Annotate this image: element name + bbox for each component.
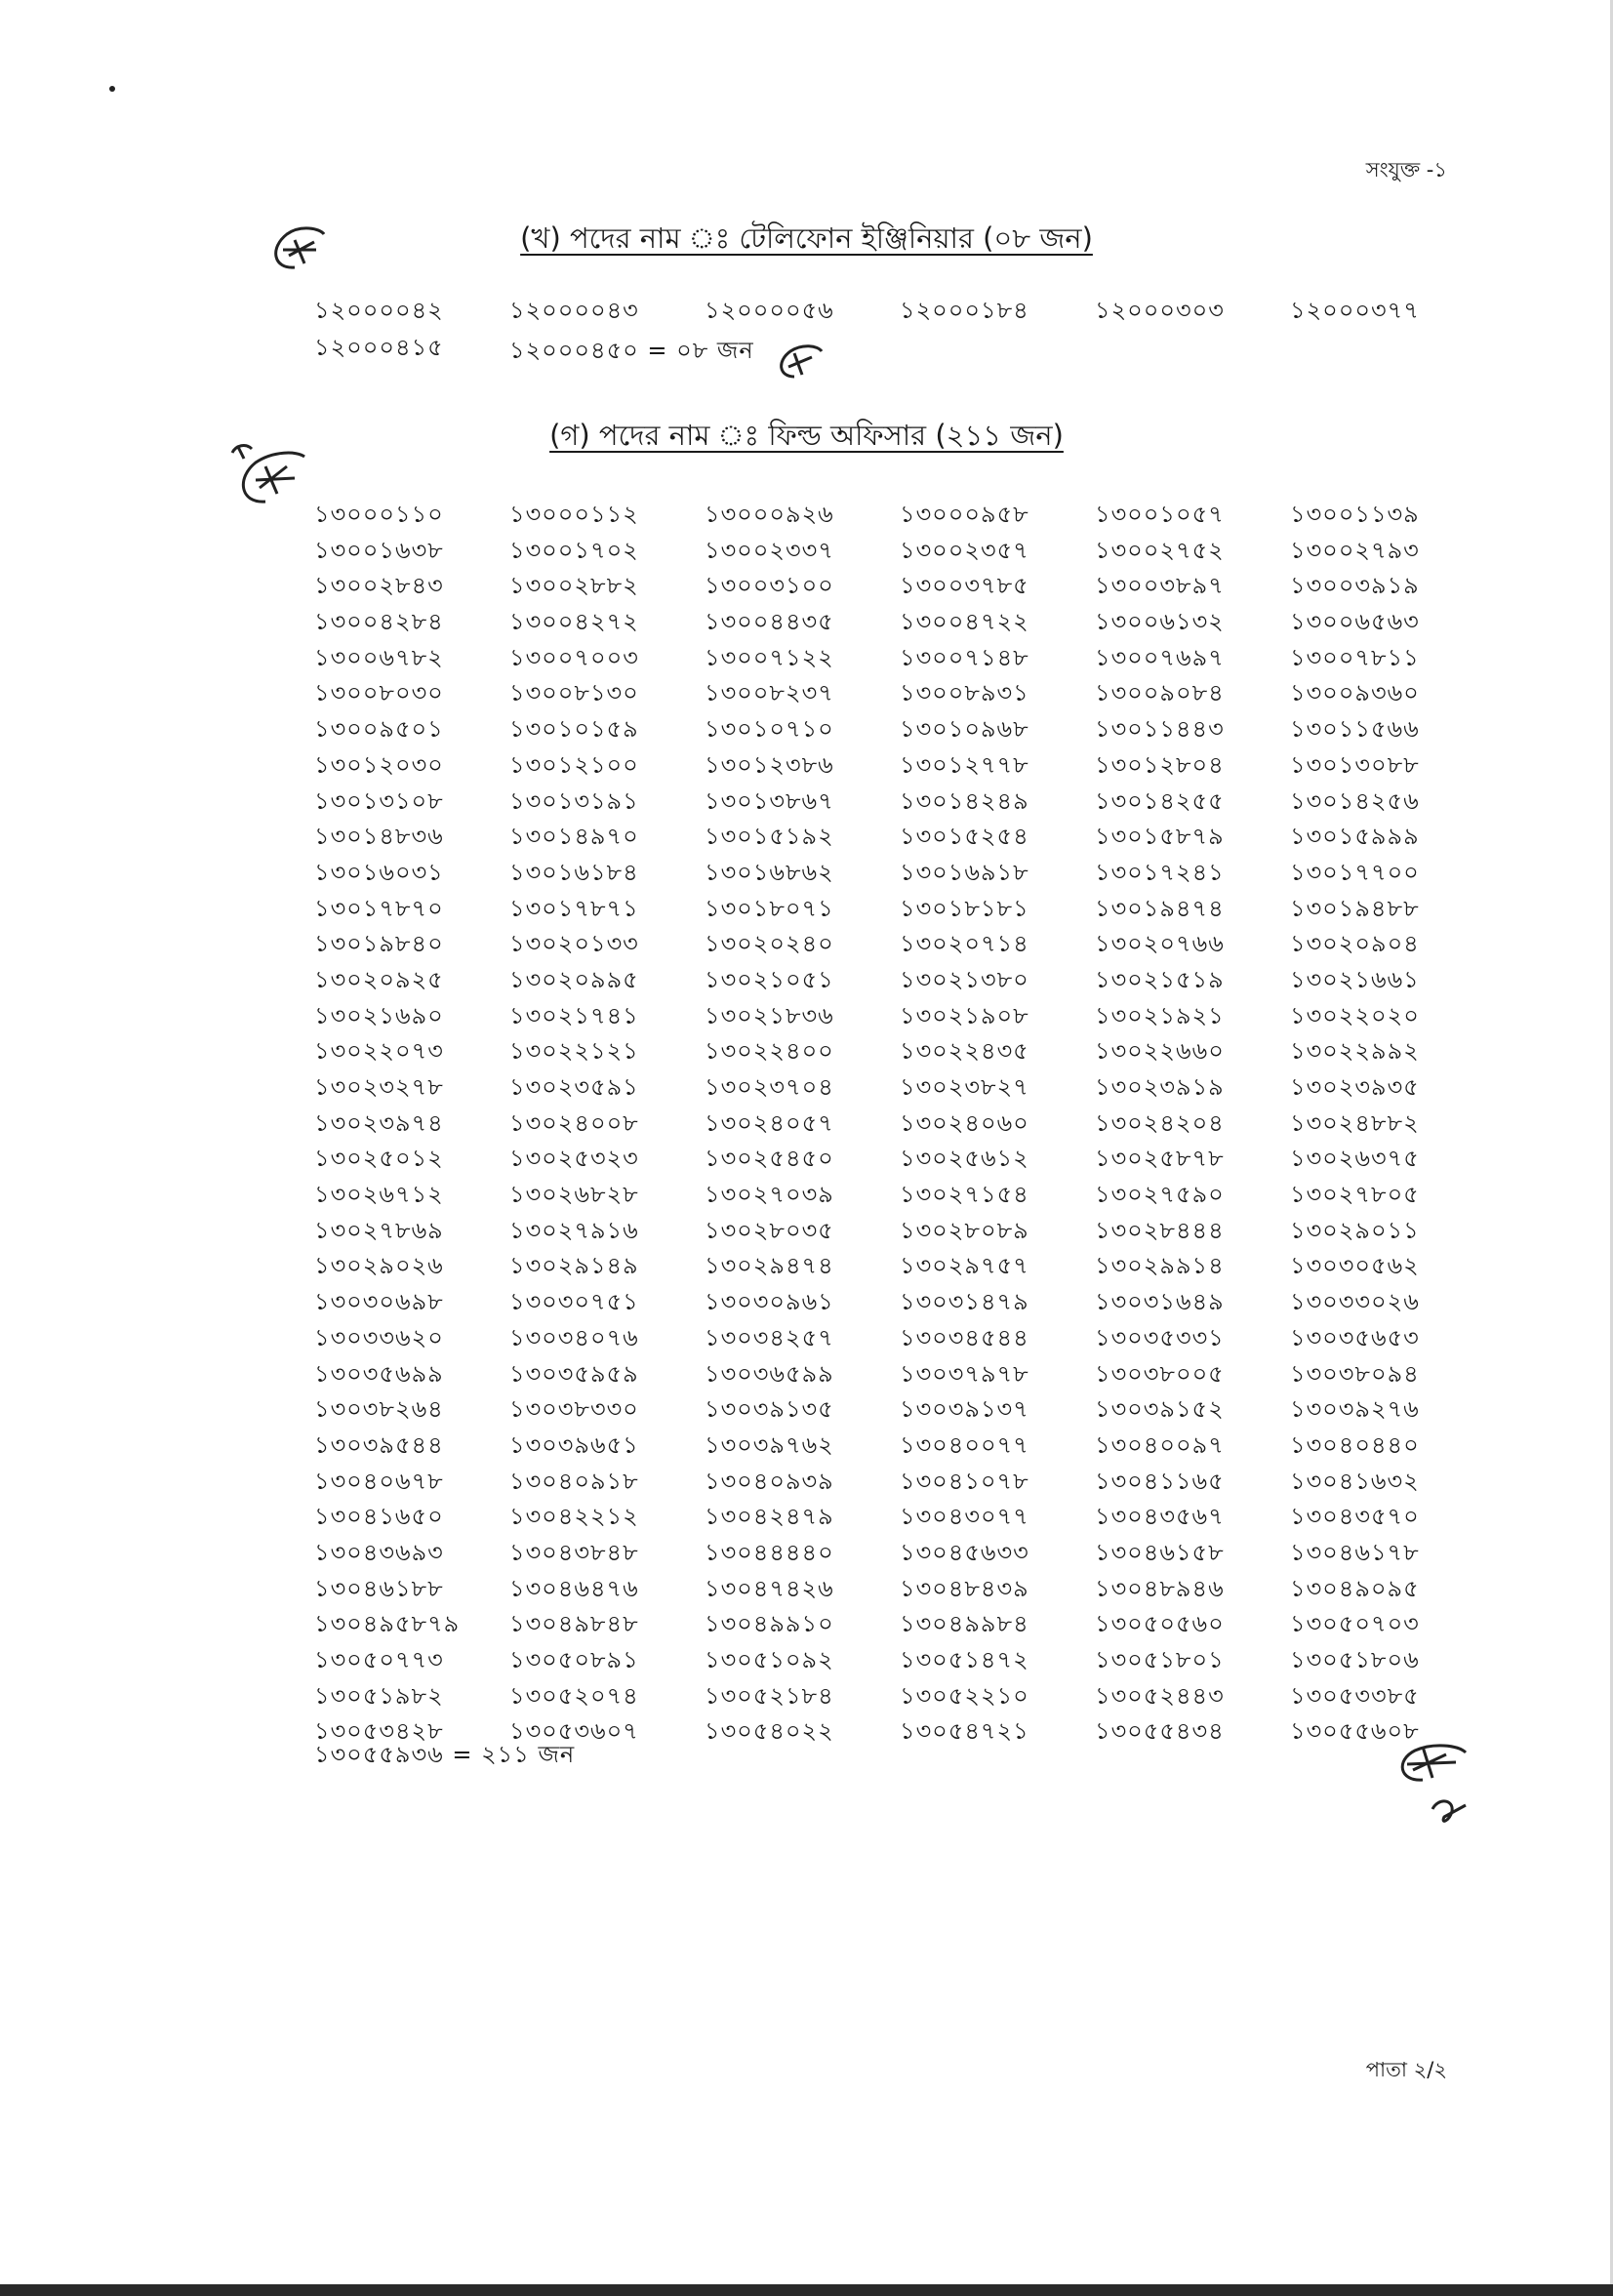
roll-number: ১৩০১৭২৪১ — [1095, 858, 1225, 886]
roll-number: ১৩০২০৭১৪ — [900, 930, 1029, 958]
roll-number: ১৩০০৯০৮৪ — [1095, 679, 1225, 707]
roll-number: ১৩০২৮০৩৫ — [705, 1216, 834, 1244]
roll-number: ১৩০৫০৭৭৩ — [314, 1646, 444, 1673]
roll-number: ১৩০৩৮০৯৪ — [1290, 1359, 1420, 1388]
roll-number: ১৩০৪১৬৫০ — [314, 1503, 444, 1531]
roll-number: ১৩০৩৬৫৯৯ — [705, 1359, 834, 1388]
roll-number: ১৩০২৩৯৭৪ — [314, 1108, 444, 1137]
roll-number: ১৩০২৪০৬০ — [900, 1108, 1029, 1137]
roll-number: ১৩০৪২৪৭৯ — [705, 1503, 834, 1531]
roll-number: ১৩০৪০৯১৮ — [509, 1467, 639, 1495]
roll-number: ১৩০২৪২০৪ — [1095, 1108, 1225, 1137]
roll-number: ১৩০১৮০৭১ — [705, 894, 834, 922]
roll-number: ১৩০২৭৫৯০ — [1095, 1181, 1225, 1209]
roll-number: ১৩০৫১৮০১ — [1095, 1646, 1225, 1673]
roll-number: ১৩০৪৩৫৬৭ — [1095, 1503, 1225, 1531]
roll-number: ১৩০৩৩০২৬ — [1290, 1288, 1420, 1316]
roll-number: ১৩০১৭৮৭১ — [509, 894, 639, 922]
roll-number: ১৩০৩৯৭৬২ — [705, 1430, 834, 1459]
roll-number: ১৩০১৫৮৭৯ — [1095, 823, 1225, 851]
roll-number: ১৩০৩৪২৫৭ — [705, 1323, 834, 1351]
roll-number: ১৩০১৯৪৭৪ — [1095, 894, 1225, 922]
roll-number: ১৩০৪৬১৭৮ — [1290, 1538, 1420, 1566]
roll-number: ১৩০৪৭৪২৬ — [705, 1574, 834, 1602]
roll-number: ১৩০৫২৪৪৩ — [1095, 1681, 1225, 1710]
roll-number: ১৩০৫৩৪২৮ — [314, 1717, 444, 1746]
roll-number: ১৩০৩৫৬৫৩ — [1290, 1323, 1420, 1351]
roll-number: ১৩০২১৮৩৬ — [705, 1001, 834, 1029]
roll-number: ১৩০৪৯৮৪৮ — [509, 1610, 639, 1638]
roll-number: ১৩০৫০৭০৩ — [1290, 1610, 1420, 1638]
roll-number: ১৩০৪৩৬৯৩ — [314, 1538, 444, 1566]
roll-number: ১৩০৩৩৬২০ — [314, 1323, 444, 1351]
roll-number: ১৩০৩০৯৬১ — [705, 1288, 834, 1316]
roll-number: ১৩০২১৯০৮ — [900, 1001, 1029, 1029]
roll-number: ১৩০০১৬৩৮ — [314, 536, 444, 564]
roll-number: ১৩০০৬৭৮২ — [314, 643, 444, 671]
roll-number: ১৩০৪১১৬৫ — [1095, 1467, 1225, 1495]
roll-number: ১৩০২২৪৩৫ — [900, 1037, 1029, 1066]
roll-number: ১৩০০২৭৫২ — [1095, 536, 1225, 564]
roll-number: ১৩০৫০৫৬০ — [1095, 1610, 1225, 1638]
roll-number: ১৩০২২০৭৩ — [314, 1037, 444, 1066]
roll-number: ১৩০২৯১৪৯ — [509, 1252, 639, 1280]
roll-number: ১৩০৩৮৩৩০ — [509, 1395, 639, 1424]
roll-number: ১৩০২১৬৯০ — [314, 1001, 444, 1029]
roll-number: ১৩০২২৪০০ — [705, 1037, 834, 1066]
roll-number: ১৩০৩০৬৯৮ — [314, 1288, 444, 1316]
roll-number: ১৩০২৬৩৭৫ — [1290, 1145, 1420, 1173]
roll-number: ১৩০২৭০৩৯ — [705, 1181, 834, 1209]
roll-number: ১৩০১২৮০৪ — [1095, 750, 1225, 779]
roll-number: ১৩০৩৭৯৭৮ — [900, 1359, 1029, 1388]
roll-number: ১৩০২১৫১৯ — [1095, 965, 1225, 993]
roll-number: ১৩০৫৪০২২ — [705, 1717, 834, 1746]
roll-number: ১৩০০২৩৫৭ — [900, 536, 1029, 564]
roll-number: ১৩০৩৯২৭৬ — [1290, 1395, 1420, 1424]
roll-number: ১৩০১১৫৬৬ — [1290, 715, 1420, 744]
roll-number: ১৩০০৮১৩০ — [509, 679, 639, 707]
roll-number: ১৩০৫১৪৭২ — [900, 1646, 1029, 1673]
roll-number: ১৩০৪৩০৭৭ — [900, 1503, 1029, 1531]
roll-number: ১৩০৪০৬৭৮ — [314, 1467, 444, 1495]
roll-number: ১৩০৪৩৫৭০ — [1290, 1503, 1420, 1531]
roll-number: ১৩০৪৯৯১০ — [705, 1610, 834, 1638]
roll-number: ১৩০২২৯৯২ — [1290, 1037, 1420, 1066]
section-kha-roll-grid — [314, 296, 1485, 370]
roll-number: ১৩০০৯৫০১ — [314, 715, 444, 744]
roll-number: ১৩০২৭১৫৪ — [900, 1181, 1029, 1209]
roll-number: ১৩০০৭১৪৮ — [900, 643, 1029, 671]
roll-number: ১৩০০৯৩৬০ — [1290, 679, 1420, 707]
initial-signature — [1384, 1737, 1481, 1834]
roll-number: ১৩০২২৬৬০ — [1095, 1037, 1225, 1066]
section-ga-roll-grid — [314, 500, 1485, 1752]
roll-number: ১৩০২৫৩২৩ — [509, 1145, 639, 1173]
roll-number: ১৩০০৮০৩০ — [314, 679, 444, 707]
roll-number: ১৩০২২০২০ — [1290, 1001, 1420, 1029]
roll-number: ১৩০০০৯৫৮ — [900, 501, 1029, 528]
roll-number: ১৩০৫৫৬০৮ — [1290, 1717, 1420, 1746]
roll-number: ১৩০১৩১৯১ — [509, 786, 639, 815]
roll-number: ১৩০২৩৫৯১ — [509, 1073, 639, 1101]
roll-number: ১৩০২৭৯১৬ — [509, 1216, 639, 1244]
roll-number: ১৩০০৪৪৩৫ — [705, 608, 834, 636]
roll-number: ১৩০২১৬৬১ — [1290, 965, 1420, 993]
roll-number: ১৩০১৮১৮১ — [900, 894, 1029, 922]
roll-number: ১৩০৫২১৮৪ — [705, 1681, 834, 1710]
roll-number: ১৩০০৮২৩৭ — [705, 679, 834, 707]
roll-number: ১৩০৫৩৬০৭ — [509, 1717, 639, 1746]
roll-number: ১৩০১১৪৪৩ — [1095, 715, 1225, 744]
roll-number: ১৩০৪১৬৩২ — [1290, 1467, 1420, 1495]
roll-number: ১৩০২৮০৮৯ — [900, 1216, 1029, 1244]
roll-number: ১৩০৪৫৬৩৩ — [900, 1538, 1029, 1566]
roll-number: ১৩০১৩৮৬৭ — [705, 786, 834, 815]
roll-number: ১৩০৪৩৮৪৮ — [509, 1538, 639, 1566]
roll-number: ১৩০১০৭১০ — [705, 715, 834, 744]
roll-number: ১৩০৩৫৬৯৯ — [314, 1359, 444, 1388]
roll-number: ১৩০৩১৬৪৯ — [1095, 1288, 1225, 1316]
roll-number: ১৩০১২১০০ — [509, 750, 639, 779]
roll-number: ১৩০২০৯০৪ — [1290, 930, 1420, 958]
roll-number: ১৩০২১৭৪১ — [509, 1001, 639, 1029]
roll-number: ১২০০০০৪২ — [314, 297, 444, 324]
roll-number: ১৩০৪৯৯৮৪ — [900, 1610, 1029, 1638]
roll-number: ১৩০১৩১০৮ — [314, 786, 444, 815]
roll-number: ১৩০১৬৯১৮ — [900, 858, 1029, 886]
roll-number: ১৩০২৫৪৫০ — [705, 1145, 834, 1173]
roll-number: ১৩০৪৮৪৩৯ — [900, 1574, 1029, 1602]
roll-number: ১৩০৪০৯৩৯ — [705, 1467, 834, 1495]
roll-number: ১৩০৫১০৯২ — [705, 1646, 834, 1673]
roll-number: ১৩০২৬৭১২ — [314, 1181, 444, 1209]
roll-number: ১৩০০৩১০০ — [705, 572, 834, 600]
roll-number: ১৩০১৪২৫৫ — [1095, 786, 1225, 815]
roll-number: ১২০০০৩০৩ — [1095, 297, 1225, 324]
roll-number: ১৩০২৭৮৬৯ — [314, 1216, 444, 1244]
section-kha-heading: (খ) পদের নাম ঃ টেলিফোন ইঞ্জিনিয়ার (০৮ জন) — [520, 222, 1093, 255]
roll-number: ১৩০৫১৮০৬ — [1290, 1646, 1420, 1673]
roll-number: ১৩০৪০০৯৭ — [1095, 1430, 1225, 1459]
roll-number: ১৩০২১৯২১ — [1095, 1001, 1225, 1029]
roll-number: ১৩০০৭১২২ — [705, 643, 834, 671]
roll-number: ১৩০২৩২৭৮ — [314, 1073, 444, 1101]
roll-number: ১৩০০৮৯৩১ — [900, 679, 1029, 707]
roll-number: ১৩০১৪২৪৯ — [900, 786, 1029, 815]
roll-number: ১৩০৪০০৭৭ — [900, 1430, 1029, 1459]
roll-number: ১৩০৪১০৭৮ — [900, 1467, 1029, 1495]
scan-speck — [109, 86, 115, 92]
roll-number: ১৩০০১০৫৭ — [1095, 501, 1225, 528]
roll-number: ১৩০২৬৮২৮ — [509, 1181, 639, 1209]
section-kha-total: ১২০০০৪৫০ = ০৮ জন — [509, 337, 754, 364]
roll-number: ১৩০২৪০০৮ — [509, 1108, 639, 1137]
roll-number: ১৩০১০১৫৯ — [509, 715, 639, 744]
roll-number: ১৩০৩১৪৭৯ — [900, 1288, 1029, 1316]
roll-number: ১৩০০১১৩৯ — [1290, 501, 1420, 528]
roll-number: ১৩০১৯৪৮৮ — [1290, 894, 1420, 922]
roll-number: ১৩০১৪৮৩৬ — [314, 823, 444, 851]
roll-number: ১৩০২৯০১১ — [1290, 1216, 1420, 1244]
roll-number: ১৩০৫১৯৮২ — [314, 1681, 444, 1710]
roll-number: ১৩০০৬৫৬৩ — [1290, 608, 1420, 636]
roll-number: ১৩০২০৯২৫ — [314, 965, 444, 993]
roll-number: ১৩০৩৯১৫২ — [1095, 1395, 1225, 1424]
roll-number: ১৩০০৬১৩২ — [1095, 608, 1225, 636]
roll-number: ১৩০০৩৯১৯ — [1290, 572, 1420, 600]
roll-number: ১৩০২৫৬১২ — [900, 1145, 1029, 1173]
section-ga-total: ১৩০৫৫৯৩৬ = ২১১ জন — [314, 1741, 576, 1768]
roll-number: ১৩০২০৯৯৫ — [509, 965, 639, 993]
roll-number: ১৩০২৩৯৩৫ — [1290, 1073, 1420, 1101]
roll-number: ১৩০০১৭০২ — [509, 536, 639, 564]
roll-number: ১৩০৪৮৯৪৬ — [1095, 1574, 1225, 1602]
roll-number: ১৩০১৭৭০০ — [1290, 858, 1420, 886]
roll-number: ১৩০১৭৮৭০ — [314, 894, 444, 922]
roll-number: ১৩০৩৯৫৪৪ — [314, 1430, 444, 1459]
roll-number: ১৩০৩৮২৬৪ — [314, 1395, 444, 1424]
roll-number: ১৩০৫২২১০ — [900, 1681, 1029, 1710]
roll-number: ১৩০৫৫৪৩৪ — [1095, 1717, 1225, 1746]
roll-number: ১৩০০০৯২৬ — [705, 501, 834, 528]
roll-number: ১৩০১৫২৫৪ — [900, 823, 1029, 851]
roll-number: ১৩০০৩৮৯৭ — [1095, 572, 1225, 600]
roll-number: ১৩০২৪০৫৭ — [705, 1108, 834, 1137]
roll-number: ১২০০০১৮৪ — [900, 297, 1029, 324]
roll-number: ১৩০১৪৯৭০ — [509, 823, 639, 851]
roll-number: ১৩০৩৮০০৫ — [1095, 1359, 1225, 1388]
roll-number: ১৩০২৪৮৮২ — [1290, 1108, 1420, 1137]
roll-number: ১৩০১৬৮৬২ — [705, 858, 834, 886]
roll-number: ১৩০০৪২৮৪ — [314, 608, 444, 636]
roll-number: ১৩০৫০৮৯১ — [509, 1646, 639, 1673]
roll-number: ১৩০০৭০০৩ — [509, 643, 639, 671]
roll-number: ১৩০১০৯৬৮ — [900, 715, 1029, 744]
roll-number: ১২০০০০৪৩ — [509, 297, 639, 324]
roll-number: ১৩০১২৭৭৮ — [900, 750, 1029, 779]
roll-number: ১৩০২৩৮২৭ — [900, 1073, 1029, 1101]
roll-number: ১৩০৩০৭৫১ — [509, 1288, 639, 1316]
roll-number: ১৩০৫৩৩৮৫ — [1290, 1681, 1420, 1710]
roll-number: ১৩০২৫৮৭৮ — [1095, 1145, 1225, 1173]
roll-number: ১৩০১২০৩০ — [314, 750, 444, 779]
roll-number: ১৩০২১৩৮০ — [900, 965, 1029, 993]
roll-number: ১৩০০৪৭২২ — [900, 608, 1029, 636]
roll-number: ১৩০১৯৮৪০ — [314, 930, 444, 958]
roll-number: ১৩০১৫৯৯৯ — [1290, 823, 1420, 851]
roll-number: ১৩০৪৯০৯৫ — [1290, 1574, 1420, 1602]
roll-number: ১৩০৪৬১৮৮ — [314, 1574, 444, 1602]
roll-number: ১৩০২৭৮০৫ — [1290, 1181, 1420, 1209]
roll-number: ১৩০৪২২১২ — [509, 1503, 639, 1531]
roll-number: ১৩০২৮৪৪৪ — [1095, 1216, 1225, 1244]
roll-number: ১৩০৪৯৫৮৭৯ — [314, 1610, 461, 1638]
initial-signature — [773, 342, 827, 383]
roll-number: ১৩০৫৪৭২১ — [900, 1717, 1029, 1746]
roll-number: ১৩০১৩০৮৮ — [1290, 750, 1420, 779]
roll-number: ১৩০৩৪৫৪৪ — [900, 1323, 1029, 1351]
roll-number: ১৩০২১০৫১ — [705, 965, 834, 993]
roll-number: ১৩০৩৯১৩৫ — [705, 1395, 834, 1424]
roll-number: ১৩০৪৬৪৭৬ — [509, 1574, 639, 1602]
roll-number: ১৩০১৫১৯২ — [705, 823, 834, 851]
roll-number: ১৩০৩৯১৩৭ — [900, 1395, 1029, 1424]
roll-number: ১৩০০২৩৩৭ — [705, 536, 834, 564]
roll-number: ১৩০৫২০৭৪ — [509, 1681, 639, 1710]
roll-number: ১৩০২৯০২৬ — [314, 1252, 444, 1280]
roll-number: ১৩০০২৮৪৩ — [314, 572, 444, 600]
roll-number: ১৩০২৩৯১৯ — [1095, 1073, 1225, 1101]
roll-number: ১৩০৩৪০৭৬ — [509, 1323, 639, 1351]
roll-number: ১৩০০২৮৮২ — [509, 572, 639, 600]
roll-number: ১৩০৩৯৬৫১ — [509, 1430, 639, 1459]
roll-number: ১৩০২৫০১২ — [314, 1145, 444, 1173]
roll-number: ১৩০০৪২৭২ — [509, 608, 639, 636]
scan-bottom-edge — [0, 2284, 1613, 2296]
roll-number: ১২০০০৩৭৭ — [1290, 297, 1420, 324]
roll-number: ১৩০০০১১০ — [314, 501, 444, 528]
roll-number: ১৩০২২১২১ — [509, 1037, 639, 1066]
roll-number: ১৩০১৪২৫৬ — [1290, 786, 1420, 815]
roll-number: ১৩০১৬১৮৪ — [509, 858, 639, 886]
roll-number: ১৩০২৯৭৫৭ — [900, 1252, 1029, 1280]
roll-number: ১৩০৪৪৪৪০ — [705, 1538, 834, 1566]
roll-number: ১৩০১২৩৮৬ — [705, 750, 834, 779]
roll-number: ১৩০৩৫৩৩১ — [1095, 1323, 1225, 1351]
roll-number: ১৩০৩০৫৬২ — [1290, 1252, 1420, 1280]
roll-number: ১৩০৩৫৯৫৯ — [509, 1359, 639, 1388]
page-number: পাতা ২/২ — [1365, 2058, 1447, 2081]
roll-number: ১৩০২০২৪০ — [705, 930, 834, 958]
roll-number: ১৩০৪৬১৫৮ — [1095, 1538, 1225, 1566]
roll-number: ১৩০০৩৭৮৫ — [900, 572, 1029, 600]
roll-number: ১৩০১৬০৩১ — [314, 858, 444, 886]
annex-label: সংযুক্ত -১ — [1365, 158, 1447, 181]
roll-number: ১২০০০৪১৫ — [314, 334, 444, 361]
roll-number: ১৩০২৩৭০৪ — [705, 1073, 834, 1101]
roll-number: ১৩০০৭৬৯৭ — [1095, 643, 1225, 671]
roll-number: ১৩০০২৭৯৩ — [1290, 536, 1420, 564]
roll-number: ১৩০২০১৩৩ — [509, 930, 639, 958]
roll-number: ১৩০০০১১২ — [509, 501, 639, 528]
roll-number: ১৩০২৯৪৭৪ — [705, 1252, 834, 1280]
roll-number: ১৩০২৯৯১৪ — [1095, 1252, 1225, 1280]
roll-number: ১২০০০০৫৬ — [705, 297, 834, 324]
roll-number: ১৩০০৭৮১১ — [1290, 643, 1420, 671]
section-ga-heading: (গ) পদের নাম ঃ ফিল্ড অফিসার (২১১ জন) — [549, 419, 1064, 452]
roll-number: ১৩০২০৭৬৬ — [1095, 930, 1225, 958]
roll-number: ১৩০৪০৪৪০ — [1290, 1430, 1420, 1459]
